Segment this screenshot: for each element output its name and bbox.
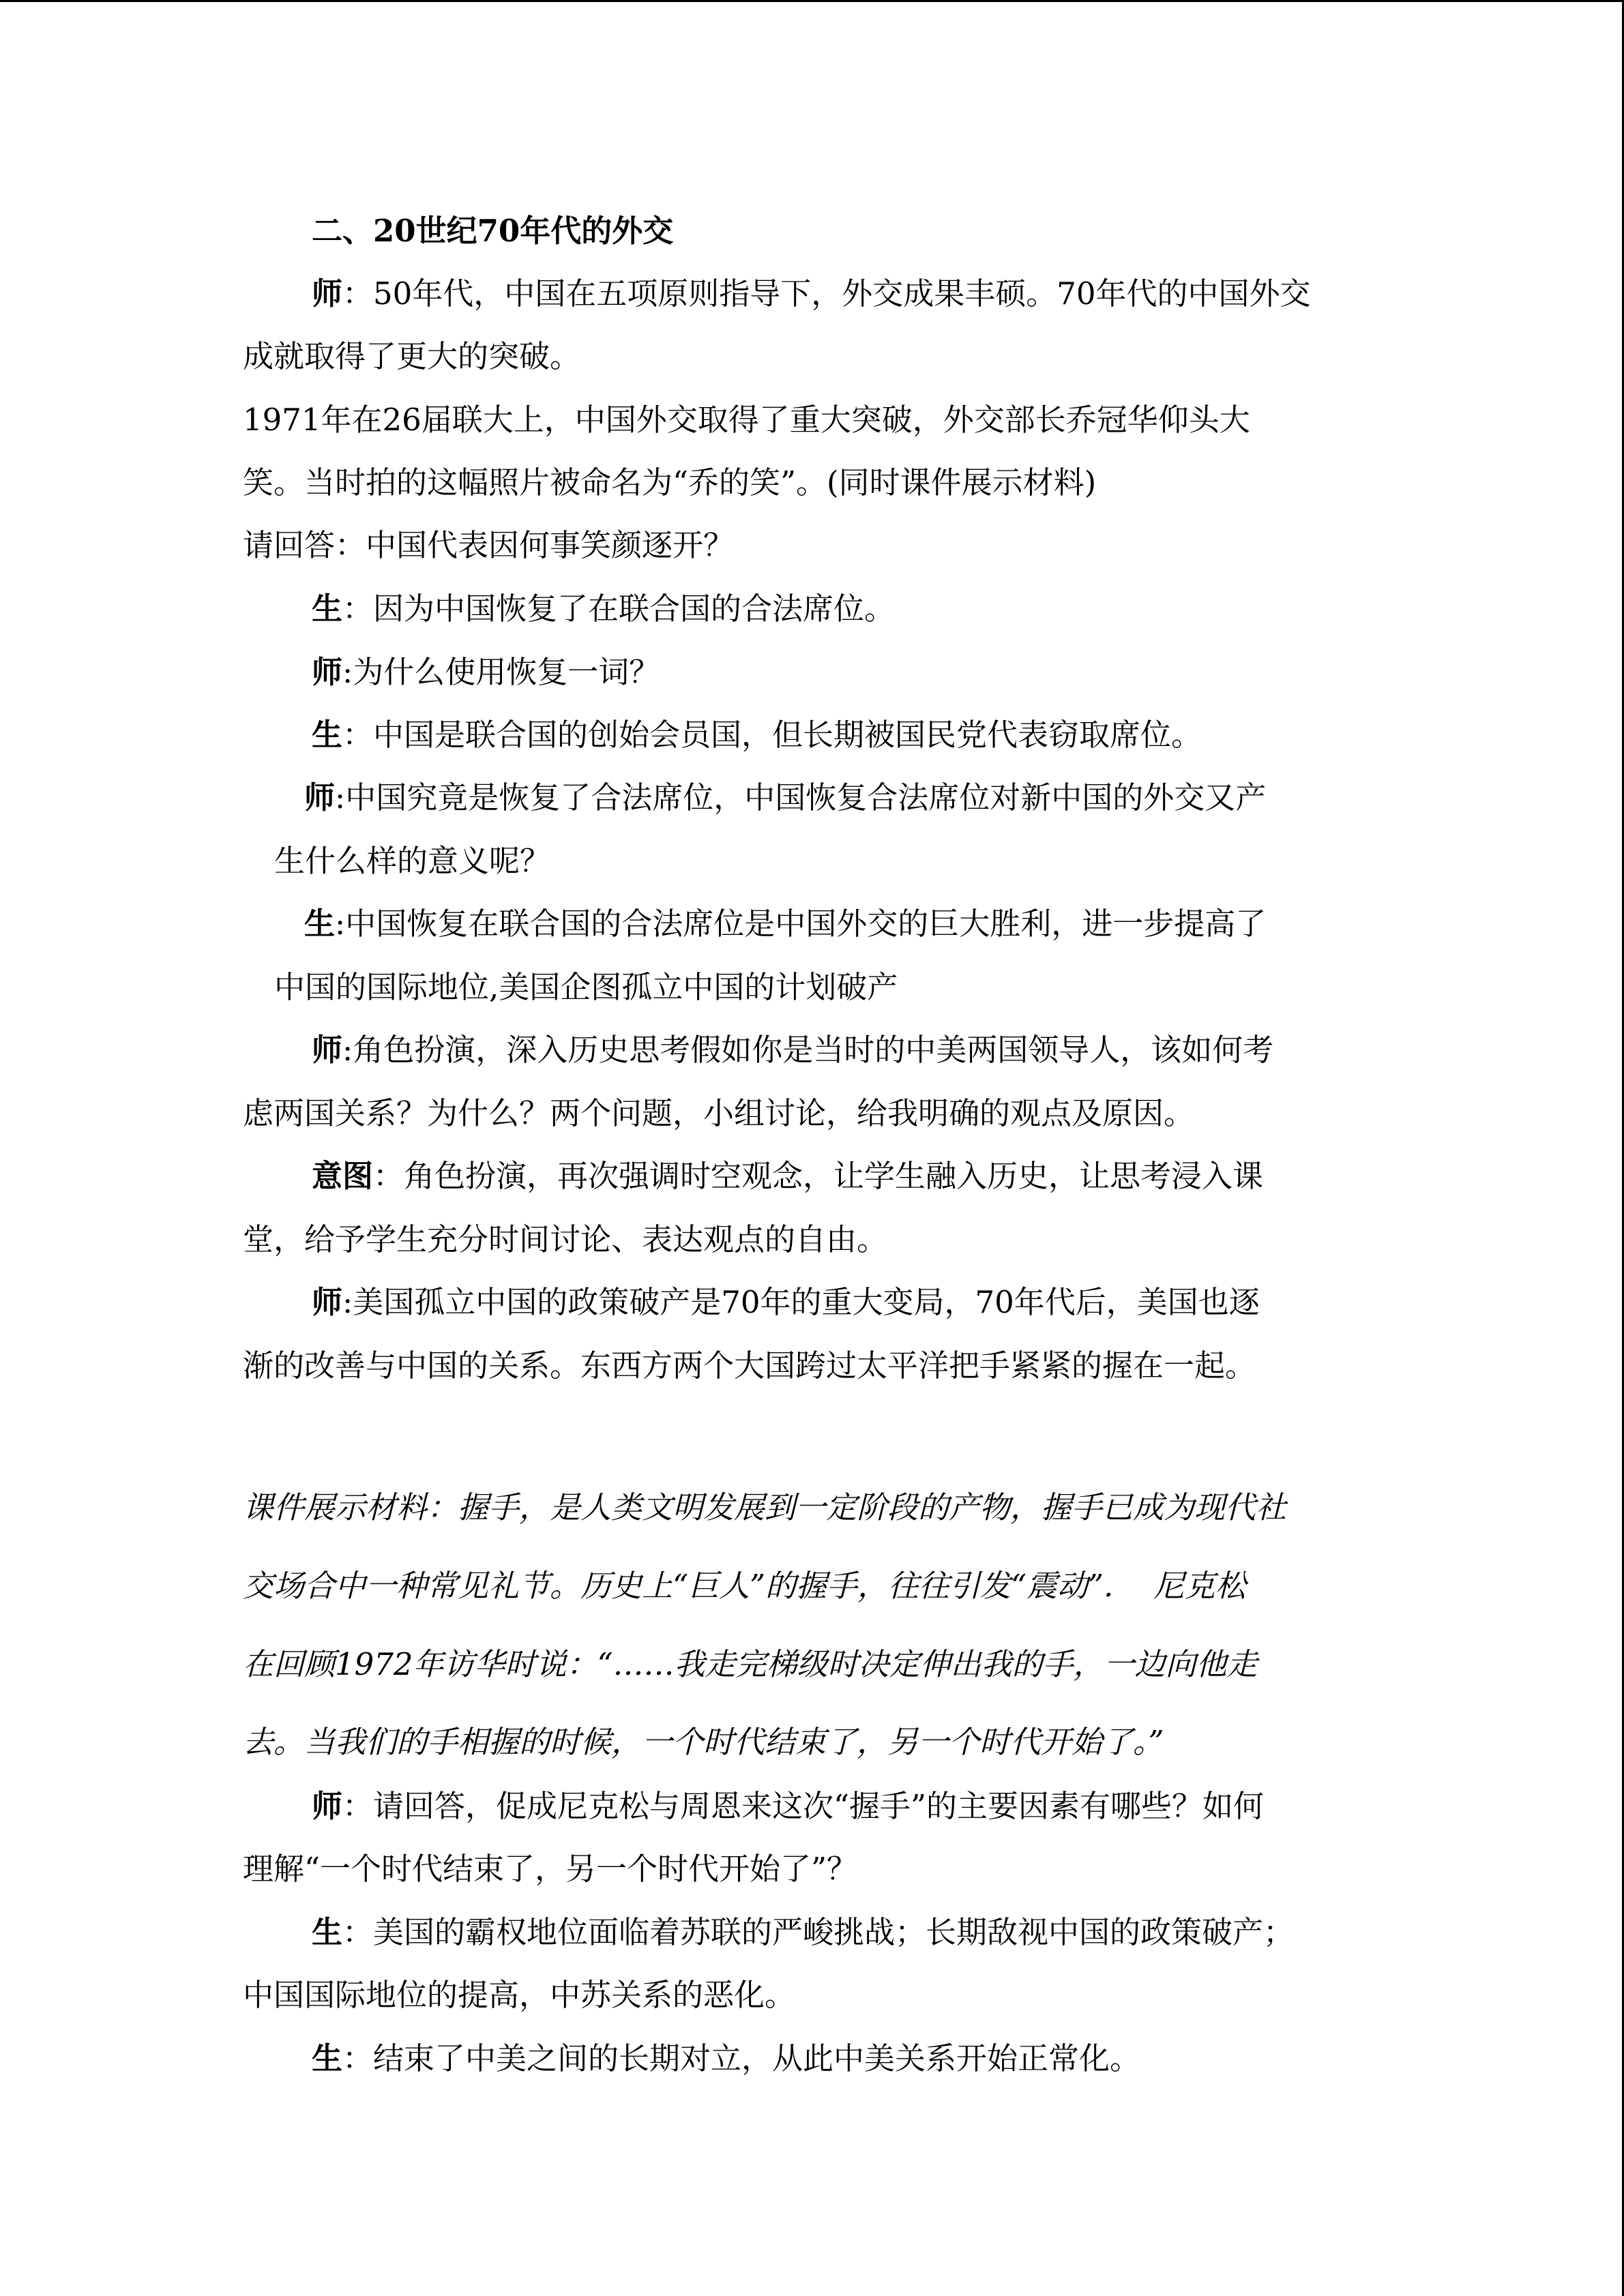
text-line: 中国国际地位的提高，中苏关系的恶化。 [243, 1977, 796, 2013]
line-text: 为什么使用恢复一词？ [353, 654, 660, 690]
text-line: 理解“一个时代结束了，另一个时代开始了”？ [243, 1851, 858, 1887]
line-text: 中国恢复在联合国的合法席位是中国外交的巨大胜利，进一步提高了 [345, 906, 1267, 942]
line-text: 结束了中美之间的长期对立，从此中美关系开始正常化。 [373, 2040, 1141, 2076]
speaker-separator: : [342, 1284, 353, 1320]
speaker-label: 师 [304, 779, 336, 816]
dialogue-line [312, 1284, 1260, 1320]
speaker-label: 师 [312, 275, 343, 312]
speaker-label: 师 [312, 1284, 343, 1320]
speaker-separator: ： [342, 717, 374, 753]
text-line: 堂，给予学生充分时间讨论、表达观点的自由。 [243, 1221, 888, 1257]
dialogue-line [312, 717, 1202, 753]
speaker-separator: ： [342, 1914, 374, 1950]
speaker-label: 师 [312, 654, 343, 690]
line-text: 请回答，促成尼克松与周恩来这次“握手”的主要因素有哪些？如何 [373, 1788, 1265, 1824]
dialogue-line [304, 906, 1267, 942]
dialogue-line [312, 1788, 1265, 1824]
speaker-label: 生 [304, 906, 336, 942]
speaker-label: 师 [312, 1788, 343, 1824]
speaker-separator: : [335, 906, 346, 942]
line-text: 50年代，中国在五项原则指导下，外交成果丰硕。70年代的中国外交 [373, 275, 1311, 312]
speaker-separator: : [342, 654, 353, 690]
dialogue-line [304, 779, 1267, 816]
speaker-separator: ： [342, 591, 374, 627]
speaker-label: 生 [312, 717, 343, 753]
speaker-separator: ： [342, 2040, 374, 2076]
dialogue-line [312, 1158, 1264, 1194]
text-line: 成就取得了更大的突破。 [243, 338, 581, 374]
speaker-separator: : [342, 1032, 353, 1068]
dialogue-line [312, 2040, 1141, 2076]
material-line: 课件展示材料：握手，是人类文明发展到一定阶段的产物，握手已成为现代社 [243, 1489, 1287, 1525]
line-text: 美国的霸权地位面临着苏联的严峻挑战；长期敌视中国的政策破产； [373, 1914, 1295, 1950]
material-line: 去。当我们的手相握的时候，一个时代结束了，另一个时代开始了。” [243, 1724, 1164, 1760]
text-line: 请回答：中国代表因何事笑颜逐开？ [243, 527, 735, 563]
dialogue-line [312, 275, 1311, 312]
text-line: 笑。当时拍的这幅照片被命名为“乔的笑”。(同时课件展示材料) [243, 464, 1097, 501]
dialogue-line [312, 591, 896, 627]
line-text: 中国是联合国的创始会员国，但长期被国民党代表窃取席位。 [373, 717, 1202, 753]
section-heading: 二、20世纪70年代的外交 [312, 213, 674, 249]
line-text: 角色扮演，再次强调时空观念，让学生融入历史，让思考浸入课 [404, 1158, 1264, 1194]
line-text: 因为中国恢复了在联合国的合法席位。 [373, 591, 896, 627]
text-line: 中国的国际地位,美国企图孤立中国的计划破产 [274, 969, 898, 1005]
text-line: 生什么样的意义呢？ [274, 843, 551, 879]
speaker-separator: ： [373, 1158, 404, 1194]
speaker-separator: ： [342, 275, 374, 312]
speaker-label: 意图 [312, 1158, 374, 1194]
text-line: 渐的改善与中国的关系。东西方两个大国跨过太平洋把手紧紧的握在一起。 [243, 1347, 1256, 1384]
speaker-label: 生 [312, 1914, 343, 1950]
speaker-label: 师 [312, 1032, 343, 1068]
dialogue-line [312, 1032, 1274, 1068]
speaker-separator: ： [342, 1788, 374, 1824]
material-line: 在回顾1972年访华时说：“……我走完梯级时决定伸出我的手，一边向他走 [243, 1646, 1258, 1682]
dialogue-line [312, 1914, 1295, 1950]
line-text: 角色扮演，深入历史思考假如你是当时的中美两国领导人，该如何考 [353, 1032, 1274, 1068]
text-line: 1971年在26届联大上，中国外交取得了重大突破，外交部长乔冠华仰头大 [243, 402, 1250, 438]
speaker-label: 生 [312, 2040, 343, 2076]
speaker-label: 生 [312, 591, 343, 627]
speaker-separator: : [335, 779, 346, 816]
line-text: 美国孤立中国的政策破产是70年的重大变局，70年代后，美国也逐 [353, 1284, 1260, 1320]
line-text: 中国究竟是恢复了合法席位，中国恢复合法席位对新中国的外交又产 [345, 779, 1267, 816]
dialogue-line [312, 654, 660, 690]
material-line: 交场合中一种常见礼节。历史上“巨人”的握手，往往引发“震动”. 尼克松 [243, 1568, 1246, 1604]
text-line: 虑两国关系？为什么？两个问题，小组讨论，给我明确的观点及原因。 [243, 1095, 1195, 1131]
